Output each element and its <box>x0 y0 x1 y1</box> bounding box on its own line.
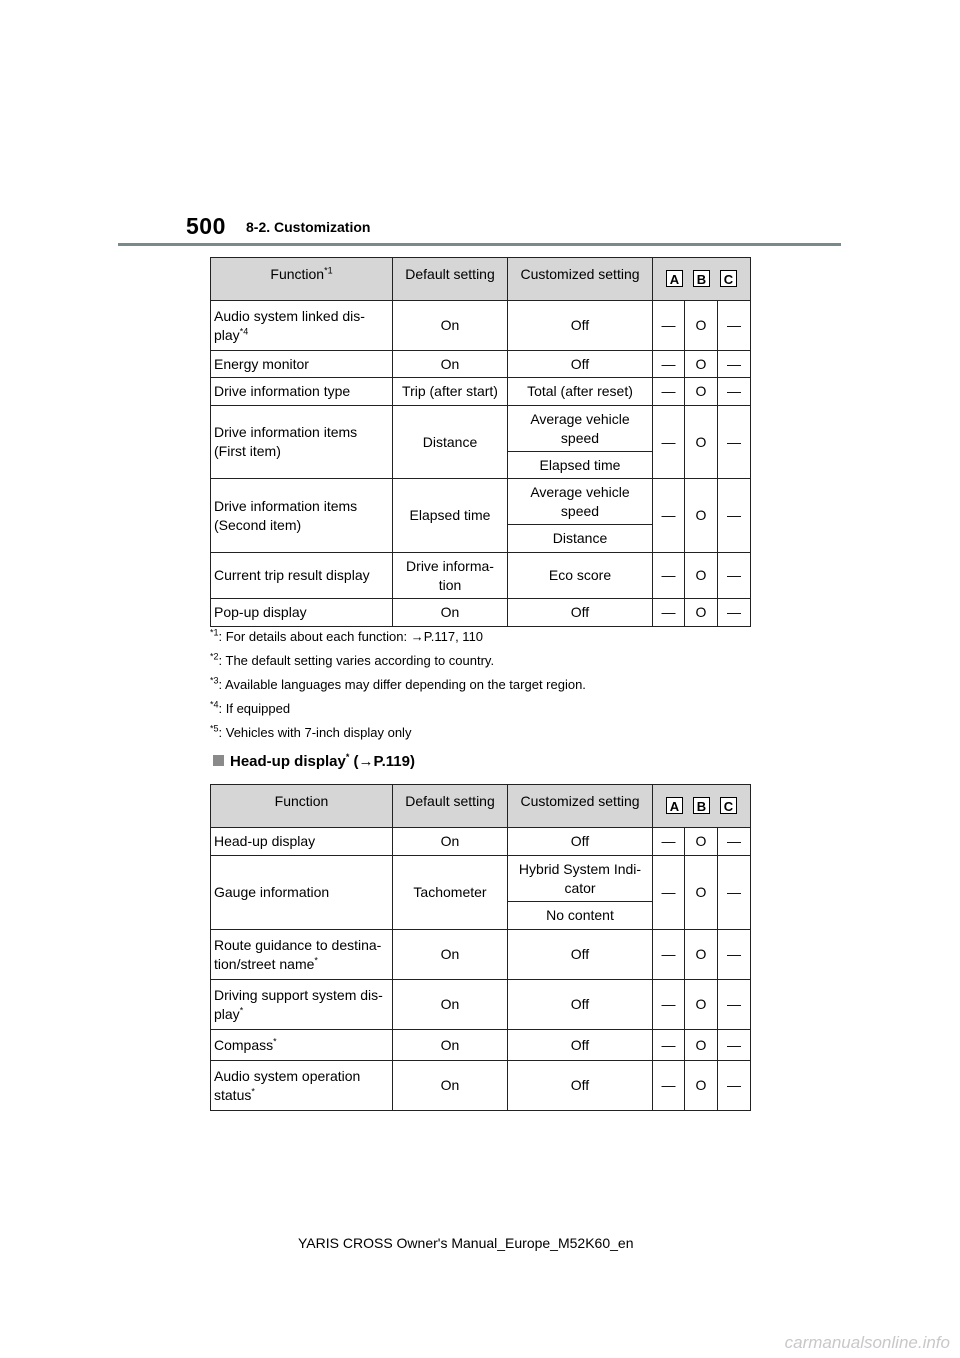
table-row <box>211 930 751 980</box>
cell-default: On <box>393 599 508 627</box>
cell-custom: Total (after reset) <box>508 378 653 406</box>
cell-custom: Distance <box>508 525 653 553</box>
cell-c: — <box>718 351 751 378</box>
cell-b: O <box>685 406 718 479</box>
table-row <box>211 301 751 351</box>
cell-custom: Off <box>508 351 653 378</box>
cell-b: O <box>685 856 718 930</box>
box-c-icon: C <box>720 797 737 814</box>
cell-default: Trip (after start) <box>393 378 508 406</box>
header-default-setting: Default setting <box>393 785 508 828</box>
cell-default: On <box>393 930 508 980</box>
cell-a: — <box>653 980 685 1030</box>
header-divider <box>118 243 841 246</box>
cell-default: On <box>393 351 508 378</box>
cell-c: — <box>718 406 751 479</box>
cell-default: On <box>393 301 508 351</box>
cell-function: Compass* <box>211 1030 393 1061</box>
cell-custom: Off <box>508 930 653 980</box>
cell-a: — <box>653 378 685 406</box>
cell-function: Head-up display <box>211 828 393 856</box>
table-row <box>211 406 751 452</box>
cell-default: Distance <box>393 406 508 479</box>
section-title: 8-2. Customization <box>246 219 371 235</box>
cell-custom: Off <box>508 1061 653 1111</box>
cell-a: — <box>653 930 685 980</box>
cell-default: On <box>393 1061 508 1111</box>
cell-b: O <box>685 930 718 980</box>
header-function: Function <box>211 785 393 828</box>
header-function: Function$^{*1}$ <box>211 258 393 301</box>
cell-function: Driving support system dis-play* <box>211 980 393 1030</box>
box-c-icon: C <box>720 270 737 287</box>
table-row <box>211 599 751 627</box>
cell-a: — <box>653 553 685 599</box>
cell-c: — <box>718 930 751 980</box>
customization-table-1 <box>210 257 751 627</box>
cell-c: — <box>718 599 751 627</box>
cell-custom: Off <box>508 828 653 856</box>
cell-default: Drive informa-tion <box>393 553 508 599</box>
manual-footer: YARIS CROSS Owner's Manual_Europe_M52K60_en <box>298 1235 634 1251</box>
box-b-icon: B <box>693 270 710 287</box>
header-customized-setting: Customized setting <box>508 785 653 828</box>
cell-function: Gauge information <box>211 856 393 930</box>
cell-custom: Off <box>508 599 653 627</box>
cell-function: Audio system linked dis-play$^{*4}$ <box>211 301 393 351</box>
cell-c: — <box>718 479 751 553</box>
header-abc <box>653 258 751 301</box>
cell-a: — <box>653 828 685 856</box>
cell-b: O <box>685 599 718 627</box>
cell-function: Pop-up display <box>211 599 393 627</box>
header-abc <box>653 785 751 828</box>
box-a-icon: A <box>666 797 683 814</box>
cell-function: Route guidance to destina-tion/street name* <box>211 930 393 980</box>
cell-b: O <box>685 828 718 856</box>
table-header-row <box>211 258 751 301</box>
cell-a: — <box>653 1061 685 1111</box>
cell-a: — <box>653 406 685 479</box>
cell-default: Elapsed time <box>393 479 508 553</box>
cell-default: On <box>393 828 508 856</box>
cell-a: — <box>653 856 685 930</box>
cell-b: O <box>685 351 718 378</box>
cell-custom: Average vehicle speed <box>508 406 653 452</box>
footnote: $^{*2}$: The default setting varies according to country. <box>210 651 495 668</box>
table-row <box>211 980 751 1030</box>
table-row <box>211 378 751 406</box>
bullet-square-icon <box>213 755 224 766</box>
cell-a: — <box>653 301 685 351</box>
cell-c: — <box>718 1030 751 1061</box>
cell-b: O <box>685 301 718 351</box>
table-row <box>211 856 751 902</box>
footnote: $^{*1}$: For details about each function: →P.117, 110 <box>210 627 484 644</box>
head-up-display-heading: Head-up display* (→P.119) <box>213 753 415 770</box>
cell-c: — <box>718 1061 751 1111</box>
cell-a: — <box>653 351 685 378</box>
cell-default: On <box>393 980 508 1030</box>
cell-custom: Off <box>508 980 653 1030</box>
table-row <box>211 553 751 599</box>
box-b-icon: B <box>693 797 710 814</box>
cell-c: — <box>718 828 751 856</box>
cell-custom: Average vehicle speed <box>508 479 653 525</box>
table-header-row <box>211 785 751 828</box>
cell-b: O <box>685 378 718 406</box>
watermark-site: carmanualsonline.info <box>784 1333 950 1352</box>
cell-function: Drive information items (First item) <box>211 406 393 479</box>
cell-c: — <box>718 378 751 406</box>
cell-c: — <box>718 980 751 1030</box>
header-default-setting: Default setting <box>393 258 508 301</box>
cell-custom: Off <box>508 1030 653 1061</box>
cell-a: — <box>653 599 685 627</box>
cell-c: — <box>718 856 751 930</box>
header-customized-setting: Customized setting <box>508 258 653 301</box>
table-row <box>211 351 751 378</box>
cell-default: On <box>393 1030 508 1061</box>
cell-a: — <box>653 479 685 553</box>
cell-function: Drive information items (Second item) <box>211 479 393 553</box>
footnote: $^{*5}$: Vehicles with 7-inch display only <box>210 723 412 740</box>
page-number: 500 <box>186 213 226 239</box>
cell-b: O <box>685 479 718 553</box>
box-a-icon: A <box>666 270 683 287</box>
cell-default: Tachometer <box>393 856 508 930</box>
cell-a: — <box>653 1030 685 1061</box>
cell-custom: Elapsed time <box>508 452 653 479</box>
cell-custom: Hybrid System Indi-cator <box>508 856 653 902</box>
cell-function: Current trip result display <box>211 553 393 599</box>
cell-b: O <box>685 553 718 599</box>
table-row <box>211 1061 751 1111</box>
cell-function: Audio system operation status* <box>211 1061 393 1111</box>
table-row <box>211 1030 751 1061</box>
cell-c: — <box>718 553 751 599</box>
footnotes <box>210 625 586 745</box>
cell-c: — <box>718 301 751 351</box>
table-row <box>211 828 751 856</box>
cell-custom: No content <box>508 902 653 930</box>
cell-b: O <box>685 1030 718 1061</box>
cell-function: Drive information type <box>211 378 393 406</box>
cell-b: O <box>685 1061 718 1111</box>
cell-b: O <box>685 980 718 1030</box>
cell-custom: Eco score <box>508 553 653 599</box>
cell-function: Energy monitor <box>211 351 393 378</box>
footnote: $^{*4}$: If equipped <box>210 699 291 716</box>
footnote: $^{*3}$: Available languages may differ depending on the target region. <box>210 675 586 692</box>
table-row <box>211 479 751 525</box>
cell-custom: Off <box>508 301 653 351</box>
customization-table-2 <box>210 784 751 1111</box>
